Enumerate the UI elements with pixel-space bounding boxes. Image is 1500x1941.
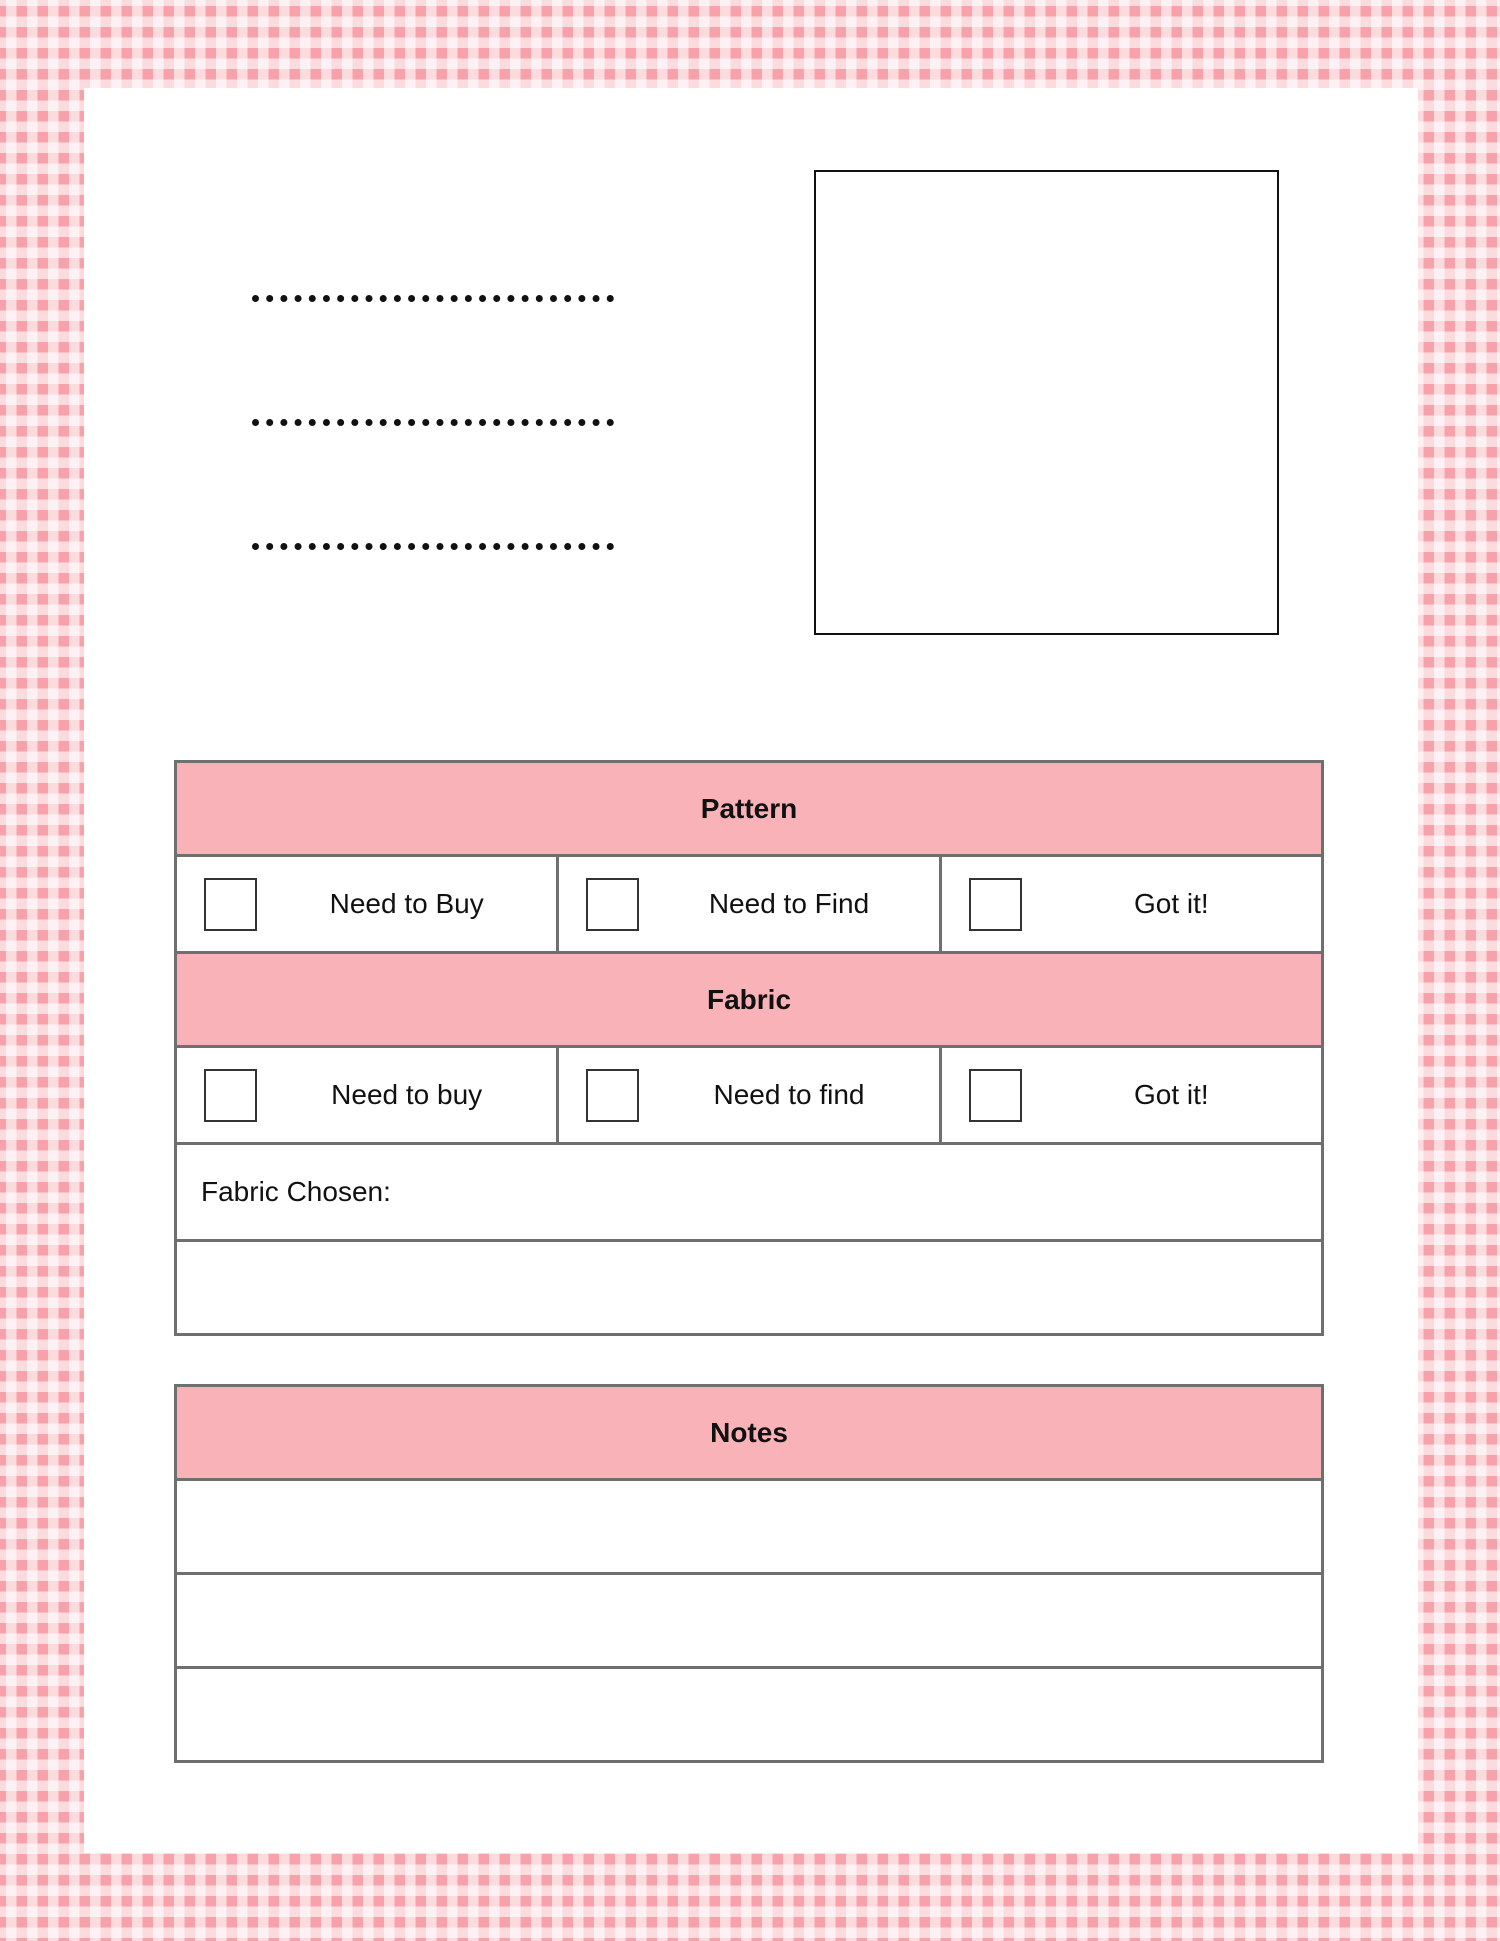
pattern-option-need-to-buy[interactable] <box>176 856 558 953</box>
option-label: Got it! <box>1133 1079 1209 1110</box>
pattern-option-need-to-find[interactable] <box>558 856 940 953</box>
fabric-chosen-row[interactable] <box>176 1144 1323 1241</box>
fabric-need-to-find-checkbox[interactable] <box>586 1069 639 1122</box>
info-blank-line[interactable] <box>252 543 614 550</box>
option-label: Got it! <box>1133 888 1209 919</box>
option-label: Need to buy <box>331 1079 483 1110</box>
fabric-option-need-to-find[interactable] <box>558 1047 940 1144</box>
fabric-need-to-buy-checkbox[interactable] <box>204 1069 257 1122</box>
option-label: Need to Buy <box>329 888 484 919</box>
photo-box[interactable] <box>814 170 1279 635</box>
option-label: Need to find <box>713 1079 865 1110</box>
info-blank-line[interactable] <box>252 419 614 426</box>
fabric-got-it-checkbox[interactable] <box>969 1069 1022 1122</box>
fabric-option-got-it[interactable] <box>940 1047 1322 1144</box>
pattern-header: Pattern <box>176 762 1323 856</box>
notes-row[interactable] <box>176 1480 1323 1574</box>
fabric-option-need-to-buy[interactable] <box>176 1047 558 1144</box>
title-blank-line[interactable] <box>252 295 614 302</box>
pattern-fabric-table <box>174 760 1324 1336</box>
fabric-chosen-blank-row[interactable] <box>176 1241 1323 1335</box>
option-label: Need to Find <box>708 888 870 919</box>
fabric-header: Fabric <box>176 953 1323 1047</box>
pattern-option-got-it[interactable] <box>940 856 1322 953</box>
notes-row[interactable] <box>176 1574 1323 1668</box>
notes-table <box>174 1384 1324 1763</box>
pattern-need-to-find-checkbox[interactable] <box>586 878 639 931</box>
pattern-need-to-buy-checkbox[interactable] <box>204 878 257 931</box>
notes-header: Notes <box>176 1386 1323 1480</box>
notes-row[interactable] <box>176 1668 1323 1762</box>
pattern-got-it-checkbox[interactable] <box>969 878 1022 931</box>
fabric-chosen-label: Fabric Chosen: <box>201 1176 391 1207</box>
